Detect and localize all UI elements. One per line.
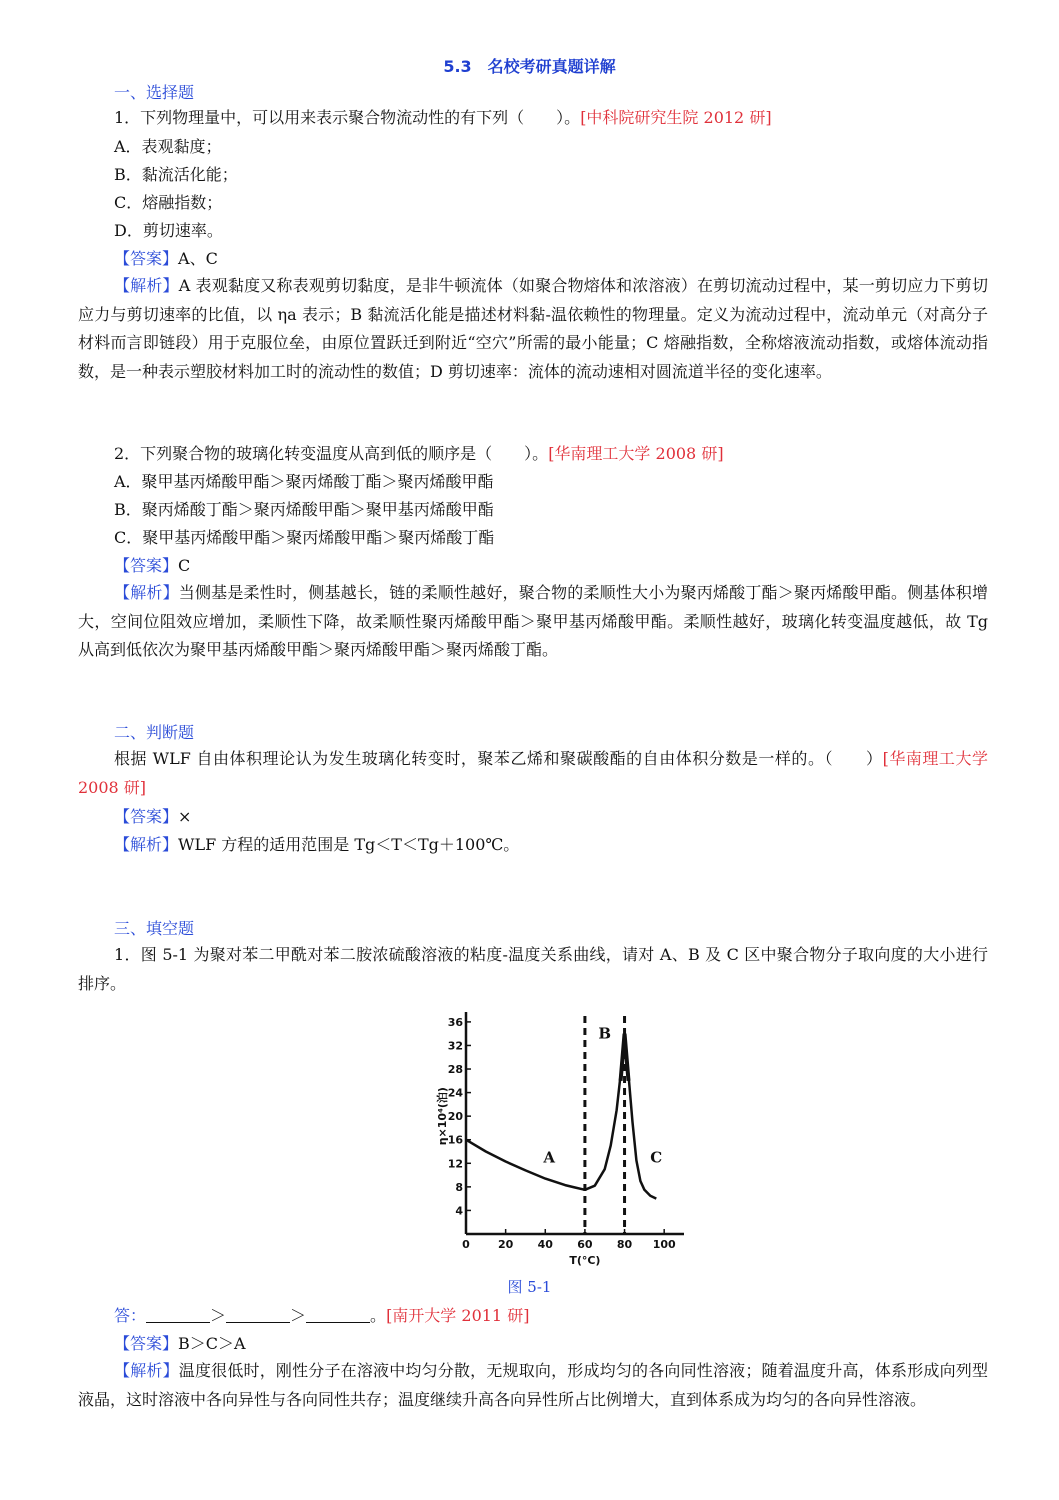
figure-caption: 图 5-1 (507, 1278, 552, 1296)
gt-sign-1: ＞ (210, 1306, 227, 1325)
section-heading-fill: 三、填空题 (114, 919, 195, 938)
q4-analysis (78, 1357, 988, 1414)
y-tick-label: 20 (447, 1110, 463, 1124)
analysis-tag: 【解析】 (114, 1361, 179, 1380)
y-tick-label: 24 (447, 1086, 463, 1100)
q2-source: [华南理工大学 2008 研] (548, 444, 724, 463)
answer-blank-3[interactable] (306, 1306, 370, 1323)
fill-suffix: 。 (370, 1306, 387, 1325)
q3-source: [华南理工大学 2008 研] (78, 749, 988, 797)
q2-option-b: B．聚丙烯酸丁酯＞聚丙烯酸甲酯＞聚甲基丙烯酸甲酯 (114, 500, 494, 519)
q4-answer-value: B＞C＞A (178, 1334, 246, 1353)
y-tick-label: 28 (447, 1063, 463, 1077)
answer-tag: 【答案】 (114, 807, 179, 826)
q2-answer-value: C (178, 556, 191, 575)
q2-analysis-text: 当侧基是柔性时，侧基越长，链的柔顺性越好，聚合物的柔顺性大小为聚丙烯酸丁酯＞聚丙烯酸甲酯。侧基体积增大，空间位阻效应增加，柔顺性下降，故柔顺性聚丙烯酸甲酯＞聚甲基丙烯酸甲酯。柔顺性越好，玻璃化转变温度越低，故 Tg 从高到低依次为聚甲基丙烯酸甲酯＞聚丙烯酸甲酯＞聚丙烯酸丁酯。 (78, 583, 988, 659)
region-label-a: A (543, 1148, 556, 1167)
answer-tag: 【答案】 (114, 249, 179, 268)
section-heading-judgement: 二、判断题 (114, 723, 195, 742)
fill-prefix: 答： (114, 1306, 147, 1325)
q2-answer (114, 552, 989, 580)
y-tick-label: 32 (447, 1039, 463, 1053)
analysis-tag: 【解析】 (114, 276, 179, 295)
x-tick-label: 0 (462, 1238, 470, 1251)
q3-answer (114, 803, 989, 831)
q4-stem: 1．图 5-1 为聚对苯二甲酰对苯二胺浓硫酸溶液的粘度-温度关系曲线，请对 A、B 及 C 区中聚合物分子取向度的大小进行排序。 (78, 945, 988, 993)
answer-tag: 【答案】 (114, 1334, 179, 1353)
y-tick-label: 16 (447, 1133, 463, 1147)
analysis-tag: 【解析】 (114, 835, 179, 854)
viscosity-peak (621, 1034, 629, 1081)
q2-stem-text: 2．下列聚合物的玻璃化转变温度从高到低的顺序是（ ）。 (114, 444, 549, 463)
q1-option-b: B．黏流活化能； (114, 165, 238, 184)
region-label-b: B (598, 1024, 612, 1043)
x-tick-label: 80 (616, 1238, 633, 1251)
x-tick-label: 60 (577, 1238, 593, 1251)
x-tick-label: 20 (497, 1238, 514, 1251)
y-tick-label: 4 (455, 1204, 463, 1218)
q3-analysis (114, 831, 989, 859)
gt-sign-2: ＞ (290, 1306, 307, 1325)
x-axis-label: T(°C) (569, 1254, 601, 1267)
q1-answer-value: A、C (178, 249, 218, 268)
q1-analysis-text: A 表观黏度又称表观剪切黏度，是非牛顿流体（如聚合物熔体和浓溶液）在剪切流动过程中，某一剪切应力下剪切应力与剪切速率的比值，以 ηa 表示；B 黏流活化能是描述材料黏-温依赖性的物理量。定义为流动过程中，流动单元（对高分子材料而言即链段）用于克服位垒，由原位置跃迁到附近“空穴”所需的最小能量；C 熔融指数，全称熔液流动指数，或熔体流动指数，是一种表示塑胶材料加工时的流动性的数值；D 剪切速率：流体的流动速相对圆流道半径的变化速率。 (78, 276, 988, 381)
q4-answer (114, 1330, 989, 1358)
q3-answer-value: × (178, 807, 192, 826)
q1-option-c: C．熔融指数； (114, 193, 223, 212)
q2-analysis (78, 579, 988, 665)
chart-svg (436, 1008, 696, 1270)
answer-blank-2[interactable] (226, 1306, 290, 1323)
q4-fill-line (114, 1302, 989, 1330)
q1-option-d: D．剪切速率。 (114, 221, 223, 240)
region-label-c: C (650, 1148, 663, 1167)
viscosity-temperature-chart (436, 1008, 696, 1270)
q4-analysis-text: 温度很低时，刚性分子在溶液中均匀分散，无规取向，形成均匀的各向同性溶液；随着温度升高，体系形成向列型液晶，这时溶液中各向异性与各向同性共存；温度继续升高各向异性所占比例增大，直到体系成为均匀的各向异性溶液。 (78, 1361, 988, 1409)
q3-analysis-text: WLF 方程的适用范围是 Tg＜T＜Tg＋100℃。 (178, 835, 520, 854)
q2-option-a: A．聚甲基丙烯酸甲酯＞聚丙烯酸丁酯＞聚丙烯酸甲酯 (114, 472, 494, 491)
y-tick-label: 36 (447, 1015, 463, 1029)
y-axis-label: η×10⁴(泊) (436, 1087, 449, 1146)
answer-blank-1[interactable] (146, 1306, 210, 1323)
answer-tag: 【答案】 (114, 556, 179, 575)
q1-stem-text: 1．下列物理量中，可以用来表示聚合物流动性的有下列（ ）。 (114, 108, 581, 127)
q1-analysis (78, 272, 988, 386)
y-tick-label: 12 (447, 1157, 463, 1171)
q1-option-a: A．表观黏度； (114, 137, 222, 156)
y-tick-label: 8 (455, 1180, 463, 1194)
analysis-tag: 【解析】 (114, 583, 179, 602)
q1-answer (114, 245, 989, 273)
q2-stem (114, 440, 989, 468)
q1-source: [中科院研究生院 2012 研] (580, 108, 772, 127)
q1-stem (114, 104, 989, 132)
page-title: 5.3 名校考研真题详解 (443, 57, 616, 76)
x-tick-label: 100 (652, 1238, 676, 1251)
q4-source: [南开大学 2011 研] (386, 1306, 530, 1325)
q2-option-c: C．聚甲基丙烯酸甲酯＞聚丙烯酸甲酯＞聚丙烯酸丁酯 (114, 528, 495, 547)
section-heading-choice: 一、选择题 (114, 83, 195, 102)
q3-stem (78, 745, 988, 802)
x-tick-label: 40 (537, 1238, 553, 1251)
q3-stem-text: 根据 WLF 自由体积理论认为发生玻璃化转变时，聚苯乙烯和聚碳酸酯的自由体积分数是一样的。（ ） (114, 749, 883, 768)
